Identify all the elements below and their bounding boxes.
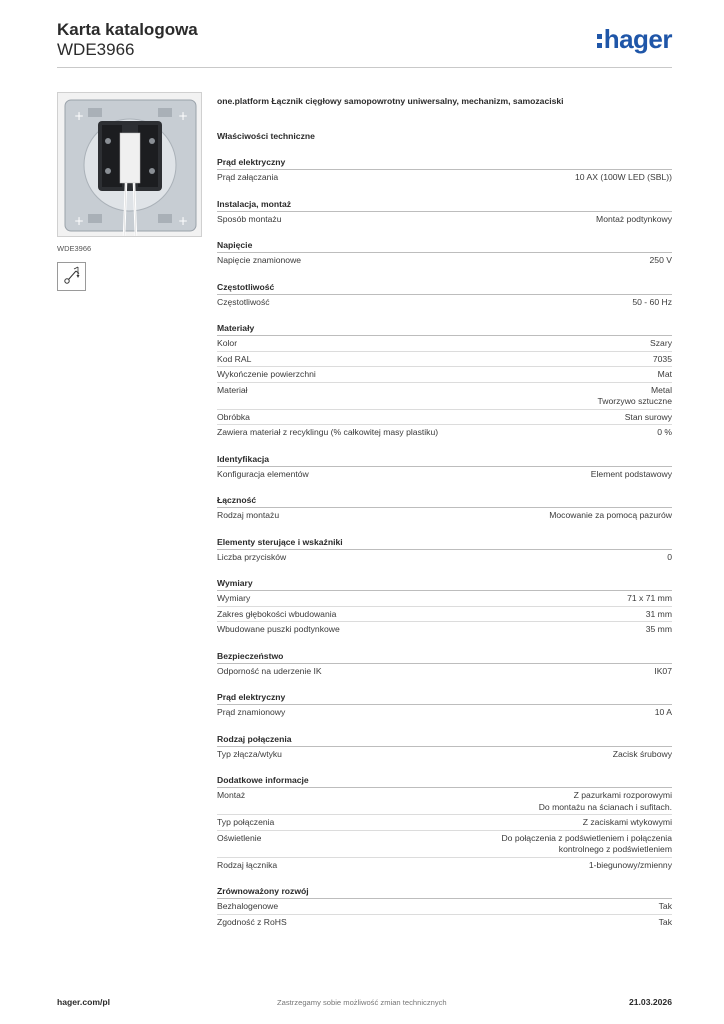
spec-section <box>217 733 672 762</box>
svg-text:+: + <box>178 109 189 123</box>
spec-label: Typ połączenia <box>217 817 275 827</box>
spec-label: Kolor <box>217 338 238 348</box>
spec-sections <box>217 156 672 929</box>
product-image-caption: WDE3966 <box>57 244 92 253</box>
spec-value: Zacisk śrubowy <box>612 748 672 759</box>
spec-label: Rodzaj montażu <box>217 510 280 520</box>
spec-value: 50 - 60 Hz <box>632 296 672 307</box>
spec-row <box>217 788 672 815</box>
spec-value: Mat <box>657 369 672 379</box>
spec-row <box>217 295 672 310</box>
spec-label: Wykończenie powierzchni <box>217 369 316 379</box>
spec-section-title: Wymiary <box>217 577 672 591</box>
spec-row <box>217 831 672 858</box>
spec-value: 35 mm <box>645 624 672 634</box>
footer-website[interactable]: hager.com/pl <box>57 997 111 1007</box>
logo-text: hager <box>603 24 672 54</box>
spec-label: Częstotliwość <box>217 296 270 307</box>
spec-row <box>217 915 672 930</box>
spec-value: 71 x 71 mm <box>627 593 672 603</box>
technical-content <box>217 95 672 929</box>
switch-mechanism-image <box>58 93 202 237</box>
spec-section <box>217 577 672 637</box>
spec-row <box>217 383 672 410</box>
spec-row <box>217 899 672 915</box>
spec-section-title: Identyfikacja <box>217 453 672 467</box>
spec-row <box>217 336 672 352</box>
spec-section <box>217 650 672 679</box>
spec-value: Montaż podtynkowy <box>596 213 672 224</box>
spec-value: Do połączenia z podświetleniem i połączenia kontrolnego z podświetleniem <box>501 832 672 854</box>
spec-section <box>217 494 672 523</box>
spec-label: Materiał <box>217 384 248 395</box>
spec-label: Obróbka <box>217 411 250 422</box>
spec-label: Zgodność z RoHS <box>217 916 287 927</box>
spec-value: IK07 <box>654 665 672 676</box>
spec-row <box>217 352 672 368</box>
spec-row <box>217 508 672 523</box>
spec-label: Wbudowane puszki podtynkowe <box>217 624 340 634</box>
spec-section <box>217 885 672 929</box>
spec-value: 31 mm <box>645 608 672 619</box>
spec-label: Montaż <box>217 790 246 800</box>
spec-row <box>217 815 672 831</box>
spec-value: Element podstawowy <box>590 468 672 479</box>
spec-label: Prąd znamionowy <box>217 707 286 717</box>
spec-label: Wymiary <box>217 593 251 603</box>
spec-section-title: Materiały <box>217 322 672 336</box>
svg-text:+: + <box>178 214 189 228</box>
page-header <box>57 20 672 68</box>
spec-section-title: Napięcie <box>217 239 672 253</box>
spec-row <box>217 747 672 762</box>
spec-label: Typ złącza/wtyku <box>217 748 282 759</box>
footer-date: 21.03.2026 <box>628 997 672 1007</box>
spec-row <box>217 170 672 185</box>
spec-value: Z zaciskami wtykowymi <box>582 817 672 827</box>
spec-section <box>217 322 672 440</box>
spec-row <box>217 253 672 268</box>
spec-value: Szary <box>650 338 672 348</box>
spec-row <box>217 622 672 637</box>
spec-section <box>217 774 672 872</box>
spec-section-title: Częstotliwość <box>217 281 672 295</box>
spec-section <box>217 691 672 720</box>
spec-value: 10 A <box>654 707 672 717</box>
spec-row <box>217 705 672 720</box>
spec-value: Metal Tworzywo sztuczne <box>597 384 672 406</box>
spec-section-title: Elementy sterujące i wskaźniki <box>217 536 672 550</box>
spec-value: Tak <box>658 901 672 911</box>
spec-label: Napięcie znamionowe <box>217 255 302 265</box>
spec-label: Zawiera materiał z recyklingu (% całkowitej masy plastiku) <box>217 427 439 437</box>
spec-value: Mocowanie za pomocą pazurów <box>549 510 672 520</box>
spec-value: 7035 <box>652 353 672 364</box>
spec-section <box>217 281 672 310</box>
properties-heading: Właściwości techniczne <box>217 131 315 141</box>
spec-section-title: Prąd elektryczny <box>217 156 672 170</box>
spec-section-title: Instalacja, montaż <box>217 198 672 212</box>
spec-label: Zakres głębokości wbudowania <box>217 608 337 619</box>
spec-label: Oświetlenie <box>217 832 262 843</box>
spec-section <box>217 198 672 227</box>
spec-label: Rodzaj łącznika <box>217 859 278 870</box>
spec-row <box>217 550 672 565</box>
hager-logo <box>597 26 672 52</box>
spec-row <box>217 425 672 440</box>
spec-label: Konfiguracja elementów <box>217 468 309 479</box>
spec-section-title: Prąd elektryczny <box>217 691 672 705</box>
spec-label: Prąd załączania <box>217 172 279 182</box>
svg-text:+: + <box>74 214 85 228</box>
spec-label: Sposób montażu <box>217 213 282 224</box>
spec-section-title: Dodatkowe informacje <box>217 774 672 788</box>
spec-row <box>217 410 672 426</box>
product-description: one.platform Łącznik cięgłowy samopowrotny uniwersalny, mechanizm, samozaciski <box>217 96 564 106</box>
spec-section <box>217 156 672 185</box>
spec-value: 1-biegunowy/zmienny <box>588 859 672 870</box>
spec-row <box>217 591 672 607</box>
spec-section <box>217 453 672 482</box>
spec-label: Bezhalogenowe <box>217 901 279 911</box>
spec-value: 250 V <box>649 255 672 265</box>
spec-row <box>217 467 672 482</box>
document-subtitle: WDE3966 <box>57 40 135 59</box>
spec-section-title: Zrównoważony rozwój <box>217 885 672 899</box>
spec-section-title: Łączność <box>217 494 672 508</box>
spec-value: 10 AX (100W LED (SBL)) <box>575 172 672 182</box>
spec-row <box>217 607 672 623</box>
spec-row <box>217 858 672 873</box>
spec-value: 0 % <box>657 427 672 437</box>
spec-section <box>217 239 672 268</box>
svg-text:+: + <box>74 109 85 123</box>
spec-section <box>217 536 672 565</box>
logo-colon-mark <box>597 34 602 48</box>
spec-value: Z pazurkami rozporowymi Do montażu na ścianach i sufitach. <box>538 790 672 812</box>
pull-cord-switch-symbol-icon <box>57 262 86 291</box>
spec-value: Tak <box>658 916 672 927</box>
spec-value: Stan surowy <box>624 411 672 422</box>
spec-label: Liczba przycisków <box>217 551 287 562</box>
spec-value: 0 <box>667 551 672 562</box>
footer-disclaimer: Zastrzegamy sobie możliwość zmian technicznych <box>277 998 447 1007</box>
spec-label: Kod RAL <box>217 353 252 364</box>
spec-label: Odporność na uderzenie IK <box>217 665 322 676</box>
spec-section-title: Rodzaj połączenia <box>217 733 672 747</box>
product-image <box>57 92 202 237</box>
spec-row <box>217 664 672 679</box>
spec-row <box>217 212 672 227</box>
spec-row <box>217 367 672 383</box>
spec-section-title: Bezpieczeństwo <box>217 650 672 664</box>
header-divider <box>57 67 672 68</box>
document-title: Karta katalogowa <box>57 20 198 39</box>
